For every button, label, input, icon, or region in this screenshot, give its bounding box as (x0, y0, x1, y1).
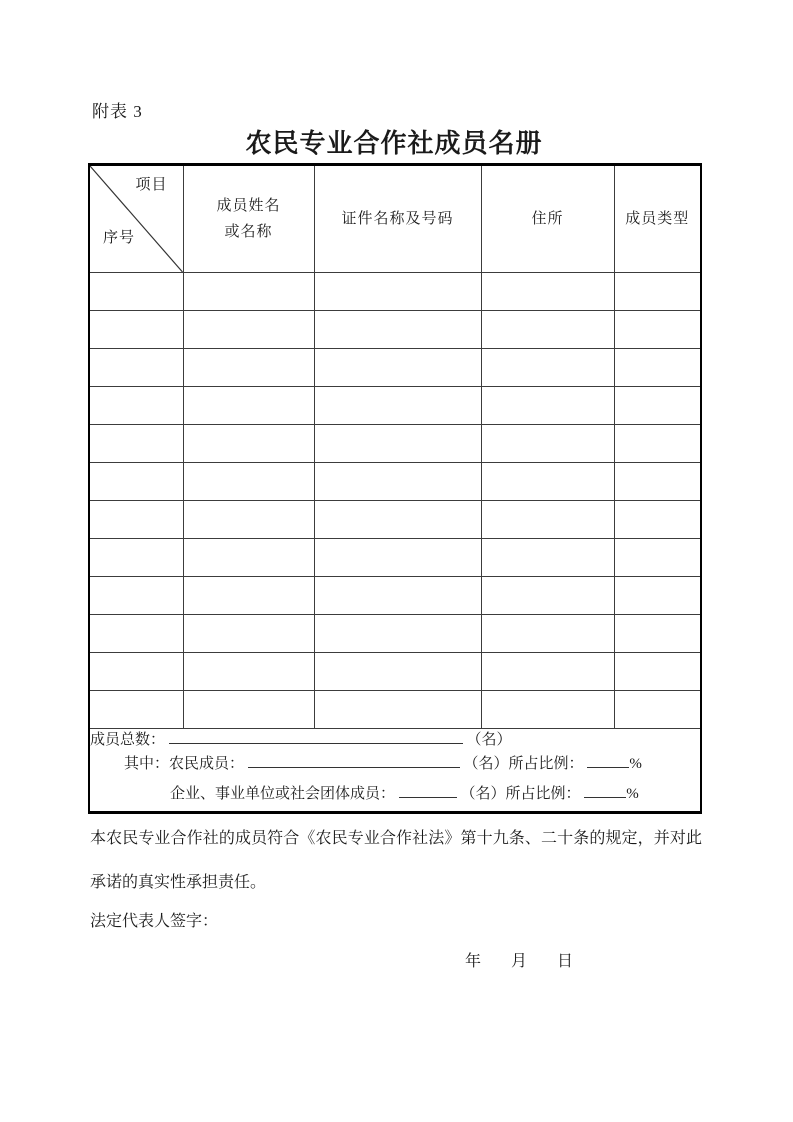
empty-cell (89, 273, 183, 311)
farmer-ratio-blank (587, 753, 629, 768)
column-header-line: 成员类型 (625, 211, 690, 227)
farmer-ratio-label: 所占比例： (508, 756, 584, 772)
empty-member-row (89, 425, 701, 463)
declaration-line-2: 承诺的真实性承担责任。 (90, 874, 267, 891)
empty-cell (481, 501, 614, 539)
empty-cell (183, 501, 314, 539)
empty-cell (89, 501, 183, 539)
total-count-label: 成员总数： (90, 732, 166, 748)
org-percent-sign: % (626, 786, 639, 802)
empty-cell (314, 349, 481, 387)
empty-cell (481, 615, 614, 653)
empty-cell (183, 691, 314, 729)
summary-farmer-line (90, 753, 700, 774)
empty-cell (481, 577, 614, 615)
empty-cell (614, 311, 701, 349)
empty-member-row (89, 653, 701, 691)
empty-cell (481, 463, 614, 501)
empty-member-row (89, 691, 701, 729)
empty-cell (314, 615, 481, 653)
page-title: 农民专业合作社成员名册 (245, 129, 543, 158)
farmer-members-label: 农民成员： (169, 756, 245, 772)
empty-cell (314, 577, 481, 615)
empty-cell (183, 653, 314, 691)
empty-cell (183, 539, 314, 577)
empty-cell (481, 387, 614, 425)
empty-cell (183, 615, 314, 653)
empty-cell (481, 311, 614, 349)
empty-cell (89, 311, 183, 349)
empty-member-row (89, 463, 701, 501)
empty-cell (89, 615, 183, 653)
org-count-unit: （名） (460, 786, 506, 802)
empty-cell (89, 425, 183, 463)
empty-member-row (89, 501, 701, 539)
column-header-line: 或名称 (224, 224, 273, 240)
column-header-line: 成员姓名 (216, 198, 281, 214)
farmer-percent-sign: % (629, 756, 642, 772)
empty-cell (183, 463, 314, 501)
empty-member-row (89, 615, 701, 653)
empty-cell (183, 311, 314, 349)
empty-cell (89, 539, 183, 577)
summary-cell (89, 729, 701, 813)
total-count-unit: （名） (466, 732, 512, 748)
column-header-line: 证件名称及号码 (341, 211, 454, 227)
empty-cell (314, 501, 481, 539)
org-count-blank (399, 783, 457, 798)
empty-cell (314, 425, 481, 463)
empty-cell (314, 273, 481, 311)
empty-cell (314, 691, 481, 729)
empty-cell (614, 463, 701, 501)
total-count-blank (169, 729, 463, 744)
empty-cell (183, 273, 314, 311)
empty-member-row (89, 311, 701, 349)
empty-cell (481, 691, 614, 729)
empty-cell (481, 349, 614, 387)
column-header-address (481, 165, 614, 273)
org-members-label: 企业、事业单位或社会团体成员： (170, 786, 396, 802)
summary-org-line (90, 783, 700, 804)
empty-member-row (89, 273, 701, 311)
empty-cell (89, 653, 183, 691)
header-row (89, 165, 701, 273)
diagonal-top-label: 项目 (135, 177, 168, 193)
empty-cell (89, 577, 183, 615)
empty-cell (183, 577, 314, 615)
empty-cell (314, 539, 481, 577)
empty-member-row (89, 577, 701, 615)
empty-cell (314, 311, 481, 349)
empty-cell (183, 349, 314, 387)
empty-cell (614, 425, 701, 463)
diagonal-bottom-label: 序号 (103, 230, 136, 246)
empty-member-row (89, 539, 701, 577)
farmer-count-blank (248, 753, 460, 768)
empty-member-row (89, 349, 701, 387)
farmer-count-unit: （名） (463, 756, 509, 772)
declaration-line-1: 本农民专业合作社的成员符合《农民专业合作社法》第十九条、二十条的规定，并对此 (90, 830, 702, 847)
empty-cell (89, 691, 183, 729)
empty-cell (614, 539, 701, 577)
org-ratio-blank (584, 783, 626, 798)
empty-cell (314, 463, 481, 501)
summary-row (89, 729, 701, 813)
column-header-member-type (614, 165, 701, 273)
column-header-certificate (314, 165, 481, 273)
empty-cell (481, 425, 614, 463)
empty-cell (614, 691, 701, 729)
annex-label: 附表 3 (92, 102, 143, 121)
empty-cell (614, 653, 701, 691)
legal-representative-signature-label: 法定代表人签字： (90, 913, 219, 930)
empty-cell (89, 387, 183, 425)
empty-cell (481, 273, 614, 311)
empty-cell (314, 387, 481, 425)
empty-cell (614, 577, 701, 615)
among-label: 其中： (124, 756, 170, 772)
empty-cell (183, 387, 314, 425)
empty-cell (481, 539, 614, 577)
empty-member-row (89, 387, 701, 425)
date-year-label: 年 (465, 953, 482, 970)
empty-cell (614, 387, 701, 425)
empty-cell (89, 463, 183, 501)
empty-cell (614, 615, 701, 653)
column-header-line: 住所 (531, 211, 564, 227)
summary-total-line (90, 729, 700, 750)
date-month-label: 月 (511, 953, 528, 970)
empty-cell (481, 653, 614, 691)
empty-cell (183, 425, 314, 463)
date-day-label: 日 (557, 953, 574, 970)
org-ratio-label: 所占比例： (505, 786, 581, 802)
date-line (465, 952, 573, 972)
empty-cell (314, 653, 481, 691)
member-roster-table (88, 163, 702, 814)
roster-body (89, 273, 701, 729)
empty-cell (614, 273, 701, 311)
empty-cell (614, 501, 701, 539)
diagonal-header-cell (89, 165, 183, 273)
empty-cell (614, 349, 701, 387)
column-header-member-name (183, 165, 314, 273)
empty-cell (89, 349, 183, 387)
